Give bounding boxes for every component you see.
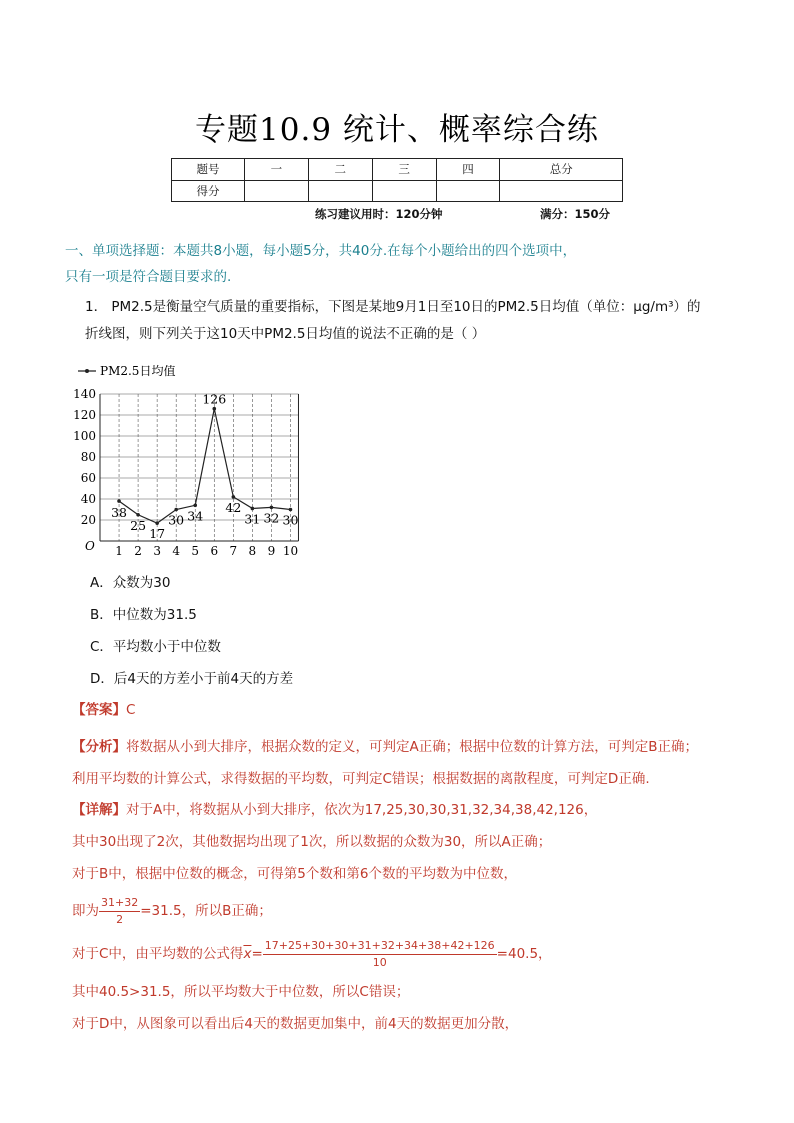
full-score: 满分：150分 (540, 207, 611, 221)
x-tick-label: 7 (229, 544, 238, 555)
table-cell[interactable] (500, 180, 623, 202)
data-point (136, 513, 140, 517)
answer-tag: 【答案】 (72, 702, 126, 718)
detail (72, 794, 772, 1040)
analysis-line: 将数据从小到大排序，根据众数的定义，可判定A正确；根据中位数的计算方法，可判定B正确； (126, 739, 698, 755)
data-label: 17 (149, 526, 166, 542)
x-tick-label: 5 (191, 544, 200, 555)
y-tick-label: 120 (73, 408, 96, 422)
y-tick-label: 140 (73, 387, 96, 401)
x-tick-label: 3 (153, 544, 161, 555)
detail-text: 即为 (72, 903, 99, 919)
detail-line: 其中40.5>31.5，所以平均数大于中位数，所以C错误； (72, 984, 410, 1000)
detail-line: 对于B中，根据中位数的概念，可得第5个数和第6个数的平均数为中位数， (72, 866, 517, 882)
x-tick-label: 8 (248, 544, 257, 555)
data-label: 30 (168, 512, 185, 528)
table-cell: 题号 (172, 159, 245, 181)
fraction-denominator: 10 (372, 955, 387, 969)
score-table (171, 158, 623, 202)
data-label: 38 (111, 505, 128, 521)
table-cell[interactable] (372, 180, 436, 202)
detail-line (72, 890, 772, 932)
y-tick-label: 60 (80, 471, 96, 485)
analysis (72, 731, 762, 795)
data-point (193, 504, 197, 508)
answer (72, 698, 135, 718)
question-stem (85, 294, 735, 348)
pm25-line-chart (70, 360, 310, 555)
data-label: 42 (225, 499, 242, 515)
data-label: 34 (187, 508, 204, 524)
chart-series (117, 407, 292, 525)
data-point (117, 499, 121, 503)
table-cell[interactable] (308, 180, 372, 202)
table-cell: 四 (436, 159, 500, 181)
detail-line: 对于C中，由平均数的公式得$\overline{x}=$ $\frac{17+25+30+30+31+32+34+38+42+126}{10}$ =40.5， (72, 938, 552, 969)
option-d[interactable]: D．后4天的方差小于前4天的方差 (90, 671, 294, 687)
table-cell[interactable] (436, 180, 500, 202)
data-point (270, 506, 274, 510)
legend-label: PM2.5日均值 (100, 364, 176, 378)
question-line: 折线图，则下列关于这10天中PM2.5日均值的说法不正确的是（ ） (85, 326, 486, 342)
detail-line: 对于D中，从图象可以看出后4天的数据更加集中，前4天的数据更加分散， (72, 1016, 519, 1032)
fraction-denominator: 2 (116, 912, 124, 926)
data-point (155, 521, 159, 525)
table-cell: 一 (245, 159, 309, 181)
table-cell[interactable] (245, 180, 309, 202)
detail-line: 对于A中，将数据从小到大排序，依次为17,25,30,30,31,32,34,38,42,126， (126, 802, 598, 818)
x-tick-label: 10 (282, 544, 299, 555)
data-point (212, 407, 216, 411)
section-heading-line: 只有一项是符合题目要求的. (65, 269, 232, 285)
question-line: 1． PM2.5是衡量空气质量的重要指标，下图是某地9月1日至10日的PM2.5日均值（单位：μg/m³）的 (85, 299, 701, 315)
y-tick-label: 40 (80, 492, 96, 506)
fraction (99, 895, 140, 928)
data-point (232, 495, 236, 499)
x-bar-symbol: $\overline{x}$ (243, 946, 252, 962)
y-tick-label: 100 (73, 429, 96, 443)
fraction-numerator: 31+32 (99, 895, 140, 912)
option-a[interactable]: A．众数为30 (90, 575, 171, 591)
y-tick-label: 20 (80, 513, 96, 527)
data-label: 30 (282, 512, 299, 528)
option-c[interactable]: C．平均数小于中位数 (90, 639, 221, 655)
score-table-header-row (172, 159, 623, 181)
detail-text: =31.5，所以B正确； (140, 903, 272, 919)
score-table-score-row (172, 180, 623, 202)
data-point (174, 508, 178, 512)
section-heading (65, 238, 755, 290)
analysis-tag: 【分析】 (72, 739, 126, 755)
y-tick-label: 80 (80, 450, 96, 464)
x-tick-label: 2 (134, 544, 142, 555)
x-tick-label: 6 (210, 544, 219, 555)
section-heading-line: 一、单项选择题：本题共8小题，每小题5分，共40分.在每个小题给出的四个选项中， (65, 243, 577, 259)
detail-tag: 【详解】 (72, 802, 126, 818)
data-point (289, 508, 293, 512)
x-tick-label: 4 (172, 544, 181, 555)
data-point (251, 507, 255, 511)
analysis-line: 利用平均数的计算公式，求得数据的平均数，可判定C错误；根据数据的离散程度，可判定D正确. (72, 771, 650, 787)
data-label: 31 (244, 511, 261, 527)
table-cell: 三 (372, 159, 436, 181)
data-label: 25 (130, 517, 147, 533)
table-cell: 总分 (500, 159, 623, 181)
answer-value: C (126, 702, 136, 718)
table-cell: 二 (308, 159, 372, 181)
table-cell: 得分 (172, 180, 245, 202)
detail-text: 对于C中，由平均数的公式得 (72, 946, 244, 962)
chart-data-labels (111, 392, 298, 541)
origin-label: O (85, 539, 95, 553)
x-tick-label: 1 (115, 544, 123, 555)
option-b[interactable]: B．中位数为31.5 (90, 607, 197, 623)
detail-line: 其中30出现了2次，其他数据均出现了1次，所以数据的众数为30，所以A正确； (72, 834, 552, 850)
data-label: 32 (263, 510, 280, 526)
page-title: 专题10.9 统计、概率综合练 (195, 112, 599, 148)
detail-text: =40.5， (496, 946, 552, 962)
chart-tick-labels (73, 387, 298, 555)
time-note: 练习建议用时：120分钟 (315, 207, 443, 221)
data-label: 126 (202, 391, 227, 407)
x-tick-label: 9 (267, 544, 276, 555)
chart-legend (78, 363, 175, 378)
fraction (263, 938, 497, 971)
fraction-numerator: 17+25+30+30+31+32+34+38+42+126 (263, 938, 497, 955)
